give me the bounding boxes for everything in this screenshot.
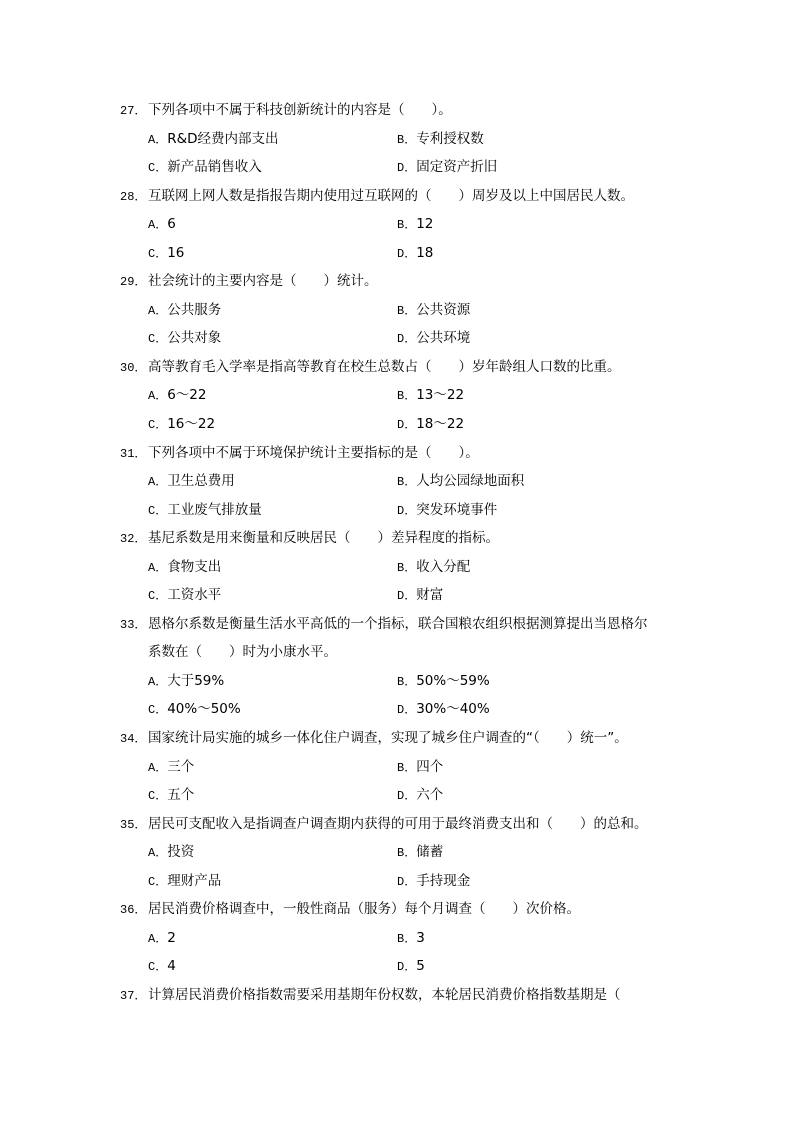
question-28 (120, 182, 680, 268)
option-b (397, 210, 646, 239)
question-stem (120, 439, 680, 468)
option-d (397, 239, 646, 268)
option-text: 投资 (167, 844, 195, 861)
options-row (120, 296, 680, 325)
question-text: 下列各项中不属于环境保护统计主要指标的是（ ）。 (148, 444, 479, 461)
question-30 (120, 353, 680, 439)
option-label: B． (397, 674, 417, 689)
question-number: 32． (120, 532, 147, 547)
option-text: 六个 (416, 787, 444, 804)
option-label: B． (397, 303, 417, 318)
option-c (148, 153, 397, 182)
option-label: A． (148, 132, 168, 147)
question-number: 35． (120, 817, 147, 832)
option-a (148, 753, 397, 782)
options-row (120, 753, 680, 782)
option-text: 突发环境事件 (416, 501, 498, 518)
options-row (120, 210, 680, 239)
option-text: 6 (167, 216, 176, 233)
option-text: 收入分配 (416, 558, 471, 575)
options-row (120, 781, 680, 810)
option-b (397, 924, 646, 953)
option-label: A． (148, 846, 168, 861)
question-stem (120, 182, 680, 211)
option-d (397, 324, 646, 353)
option-text: 5 (416, 958, 425, 975)
question-number: 28． (120, 189, 147, 204)
option-c (148, 581, 397, 610)
option-text: 2 (167, 929, 176, 946)
question-36 (120, 895, 680, 981)
question-text: 系数在（ ）时为小康水平。 (148, 644, 337, 661)
option-text: R&D经费内部支出 (167, 130, 279, 147)
question-stem (120, 895, 680, 924)
option-label: A． (148, 931, 168, 946)
option-label: C． (148, 789, 168, 804)
option-label: A． (148, 218, 168, 233)
options-row (120, 924, 680, 953)
option-label: B． (397, 560, 417, 575)
question-32 (120, 524, 680, 610)
option-text: 理财产品 (167, 872, 222, 889)
option-text: 公共对象 (167, 330, 222, 347)
option-label: B． (397, 846, 417, 861)
option-label: D． (397, 703, 417, 718)
question-text: 恩格尔系数是衡量生活水平高低的一个指标，联合国粮农组织根据测算提出当恩格尔 (148, 615, 648, 632)
question-text: 社会统计的主要内容是（ ）统计。 (148, 273, 378, 290)
question-text: 计算居民消费价格指数需要采用基期年份权数，本轮居民消费价格指数基期是（ (148, 986, 621, 1003)
option-a (148, 838, 397, 867)
option-label: C． (148, 246, 168, 261)
option-label: C． (148, 503, 168, 518)
option-label: B． (397, 931, 417, 946)
option-c (148, 781, 397, 810)
option-label: A． (148, 674, 168, 689)
option-label: D． (397, 246, 417, 261)
question-stem-continuation (120, 638, 680, 667)
option-text: 40%～50% (167, 701, 241, 718)
option-text: 工业废气排放量 (167, 501, 262, 518)
option-label: B． (397, 132, 417, 147)
question-text: 居民消费价格调查中，一般性商品（服务）每个月调查（ ）次价格。 (148, 901, 580, 918)
question-37 (120, 981, 680, 1010)
option-text: 18～22 (416, 416, 465, 433)
option-text: 食物支出 (167, 558, 222, 575)
option-text: 新产品销售收入 (167, 159, 262, 176)
option-c (148, 324, 397, 353)
option-a (148, 924, 397, 953)
option-d (397, 410, 646, 439)
question-text: 基尼系数是用来衡量和反映居民（ ）差异程度的指标。 (148, 530, 499, 547)
question-31 (120, 439, 680, 525)
option-a (148, 125, 397, 154)
option-a (148, 296, 397, 325)
option-label: A． (148, 475, 168, 490)
question-text: 下列各项中不属于科技创新统计的内容是（ ）。 (148, 102, 452, 118)
question-text: 高等教育毛入学率是指高等教育在校生总数占（ ）岁年龄组人口数的比重。 (148, 358, 621, 375)
option-text: 公共环境 (416, 330, 471, 347)
option-text: 16 (167, 244, 185, 261)
options-row (120, 838, 680, 867)
option-d (397, 781, 646, 810)
option-text: 专利授权数 (416, 130, 484, 147)
option-text: 18 (416, 244, 434, 261)
option-label: A． (148, 760, 168, 775)
option-text: 人均公园绿地面积 (416, 473, 525, 490)
options-row (120, 695, 680, 724)
question-number: 31． (120, 446, 147, 461)
question-number: 36． (120, 903, 147, 918)
question-stem (120, 724, 680, 753)
option-text: 四个 (416, 758, 444, 775)
option-text: 三个 (167, 758, 195, 775)
option-label: B． (397, 760, 417, 775)
option-a (148, 210, 397, 239)
option-text: 12 (416, 216, 434, 233)
option-label: D． (397, 161, 417, 176)
option-c (148, 867, 397, 896)
option-text: 工资水平 (167, 587, 222, 604)
option-b (397, 753, 646, 782)
question-number: 27． (120, 104, 147, 118)
option-text: 30%～40% (416, 701, 490, 718)
question-29 (120, 267, 680, 353)
options-row (120, 581, 680, 610)
option-c (148, 496, 397, 525)
options-row (120, 125, 680, 154)
option-a (148, 381, 397, 410)
question-stem (120, 524, 680, 553)
option-label: C． (148, 703, 168, 718)
option-b (397, 381, 646, 410)
question-number: 33． (120, 617, 147, 632)
option-label: C． (148, 874, 168, 889)
option-c (148, 695, 397, 724)
question-stem (120, 810, 680, 839)
question-list (120, 96, 680, 1010)
question-stem (120, 96, 680, 125)
question-number: 37． (120, 988, 147, 1003)
option-label: B． (397, 389, 417, 404)
option-text: 储蓄 (416, 844, 444, 861)
option-text: 固定资产折旧 (416, 159, 498, 176)
option-c (148, 410, 397, 439)
question-number: 34． (120, 732, 147, 747)
question-35 (120, 810, 680, 896)
option-d (397, 581, 646, 610)
option-label: D． (397, 960, 417, 975)
option-a (148, 667, 397, 696)
options-row (120, 381, 680, 410)
options-row (120, 952, 680, 981)
option-label: D． (397, 874, 417, 889)
option-label: C． (148, 960, 168, 975)
option-text: 财富 (416, 587, 444, 604)
question-number: 30． (120, 360, 147, 375)
question-text: 互联网上网人数是指报告期内使用过互联网的（ ）周岁及以上中国居民人数。 (148, 187, 634, 204)
option-label: B． (397, 218, 417, 233)
option-b (397, 125, 646, 154)
option-text: 16～22 (167, 416, 216, 433)
question-text: 国家统计局实施的城乡一体化住户调查，实现了城乡住户调查的“（ ）统一”。 (148, 730, 628, 747)
option-label: D． (397, 789, 417, 804)
options-row (120, 467, 680, 496)
options-row (120, 667, 680, 696)
option-label: D． (397, 418, 417, 433)
option-text: 大于59% (167, 672, 225, 689)
option-a (148, 553, 397, 582)
question-stem (120, 981, 680, 1010)
option-text: 手持现金 (416, 872, 471, 889)
option-label: C． (148, 332, 168, 347)
option-c (148, 239, 397, 268)
option-d (397, 867, 646, 896)
option-b (397, 467, 646, 496)
options-row (120, 867, 680, 896)
option-label: A． (148, 560, 168, 575)
option-label: B． (397, 475, 417, 490)
option-d (397, 496, 646, 525)
option-label: C． (148, 589, 168, 604)
option-a (148, 467, 397, 496)
option-label: D． (397, 503, 417, 518)
question-number: 29． (120, 275, 147, 290)
question-stem (120, 267, 680, 296)
options-row (120, 410, 680, 439)
option-b (397, 296, 646, 325)
option-label: D． (397, 332, 417, 347)
option-b (397, 553, 646, 582)
option-b (397, 838, 646, 867)
option-label: D． (397, 589, 417, 604)
option-text: 公共服务 (167, 301, 222, 318)
options-row (120, 239, 680, 268)
option-b (397, 667, 646, 696)
question-34 (120, 724, 680, 810)
option-text: 卫生总费用 (167, 473, 235, 490)
option-d (397, 952, 646, 981)
options-row (120, 324, 680, 353)
option-text: 五个 (167, 787, 195, 804)
question-text: 居民可支配收入是指调查户调查期内获得的可用于最终消费支出和（ ）的总和。 (148, 815, 648, 832)
option-d (397, 153, 646, 182)
option-text: 4 (167, 958, 176, 975)
option-text: 3 (416, 929, 425, 946)
option-label: A． (148, 389, 168, 404)
option-label: C． (148, 418, 168, 433)
options-row (120, 553, 680, 582)
option-label: A． (148, 303, 168, 318)
option-c (148, 952, 397, 981)
option-text: 50%～59% (416, 672, 490, 689)
options-row (120, 496, 680, 525)
options-row (120, 153, 680, 182)
question-27 (120, 96, 680, 182)
option-text: 6～22 (167, 387, 207, 404)
question-33 (120, 610, 680, 724)
option-d (397, 695, 646, 724)
question-stem (120, 610, 680, 639)
question-stem (120, 353, 680, 382)
option-text: 公共资源 (416, 301, 471, 318)
option-text: 13～22 (416, 387, 465, 404)
option-label: C． (148, 161, 168, 176)
